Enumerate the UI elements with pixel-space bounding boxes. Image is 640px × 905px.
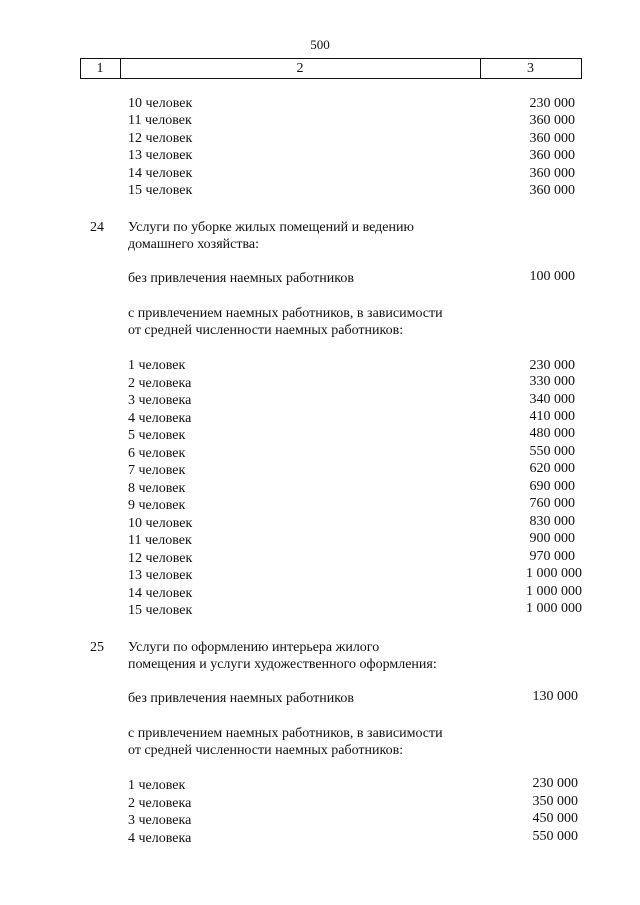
section-title-line: Услуги по оформлению интерьера жилого — [128, 640, 380, 655]
hire-heading-line: от средней численности наемных работников: — [128, 743, 404, 758]
section-title-line: помещения и услуги художественного оформления: — [128, 657, 437, 672]
row-label: 10 человек — [128, 516, 193, 531]
header-col-2: 2 — [296, 61, 304, 76]
row-label: 3 человека — [128, 393, 192, 408]
table-header — [80, 58, 582, 79]
section-number: 25 — [90, 640, 104, 655]
row-value: 900 000 — [529, 531, 575, 546]
row-label: 7 человек — [128, 463, 186, 478]
row-label: 2 человека — [128, 376, 192, 391]
row-label: 6 человек — [128, 446, 186, 461]
row-value: 550 000 — [529, 444, 575, 459]
row-value: 760 000 — [529, 496, 575, 511]
row-label: 1 человек — [128, 778, 186, 793]
row-value: 550 000 — [532, 829, 578, 844]
header-col-1: 1 — [96, 61, 104, 76]
row-value: 450 000 — [532, 811, 578, 826]
hire-heading-line: с привлечением наемных работников, в зависимости — [128, 726, 443, 741]
row-label: 9 человек — [128, 498, 186, 513]
hire-heading-line: от средней численности наемных работников: — [128, 323, 404, 338]
row-value: 230 000 — [529, 96, 575, 111]
row-value: 1 000 000 — [526, 601, 582, 616]
row-value: 230 000 — [532, 776, 578, 791]
row-label: 11 человек — [128, 533, 192, 548]
row-label: 10 человек — [128, 96, 193, 111]
row-label: 5 человек — [128, 428, 186, 443]
row-label: 13 человек — [128, 568, 193, 583]
row-label: 11 человек — [128, 113, 192, 128]
row-label: 13 человек — [128, 148, 193, 163]
row-value: 360 000 — [529, 166, 575, 181]
row-label: 4 человека — [128, 411, 192, 426]
row-label: 3 человека — [128, 813, 192, 828]
row-label: 2 человека — [128, 796, 192, 811]
row-label: 12 человек — [128, 131, 193, 146]
row-label: 15 человек — [128, 183, 193, 198]
row-value: 410 000 — [529, 409, 575, 424]
row-value: 620 000 — [529, 461, 575, 476]
row-value: 360 000 — [529, 148, 575, 163]
row-value: 970 000 — [529, 549, 575, 564]
header-col-3: 3 — [527, 61, 534, 76]
no-hire-value: 130 000 — [532, 689, 578, 704]
row-value: 230 000 — [529, 358, 575, 373]
row-value: 350 000 — [532, 794, 578, 809]
row-value: 830 000 — [529, 514, 575, 529]
row-value: 480 000 — [529, 426, 575, 441]
row-label: 15 человек — [128, 603, 193, 618]
row-value: 1 000 000 — [526, 566, 582, 581]
no-hire-value: 100 000 — [529, 269, 575, 284]
row-label: 14 человек — [128, 586, 193, 601]
row-value: 340 000 — [529, 392, 575, 407]
row-label: 4 человека — [128, 831, 192, 846]
row-label: 8 человек — [128, 481, 186, 496]
row-value: 690 000 — [529, 479, 575, 494]
hire-heading-line: с привлечением наемных работников, в зависимости — [128, 306, 443, 321]
no-hire-label: без привлечения наемных работников — [128, 691, 354, 706]
section-number: 24 — [90, 220, 104, 235]
header-divider — [581, 59, 582, 78]
section-title-line: Услуги по уборке жилых помещений и ведению — [128, 220, 414, 235]
section-title-line: домашнего хозяйства: — [128, 237, 260, 252]
row-value: 360 000 — [529, 183, 575, 198]
row-label: 1 человек — [128, 358, 186, 373]
no-hire-label: без привлечения наемных работников — [128, 271, 354, 286]
row-value: 360 000 — [529, 113, 575, 128]
row-value: 330 000 — [529, 374, 575, 389]
page-number: 500 — [310, 37, 330, 52]
row-label: 12 человек — [128, 551, 193, 566]
row-label: 14 человек — [128, 166, 193, 181]
row-value: 1 000 000 — [526, 584, 582, 599]
row-value: 360 000 — [529, 131, 575, 146]
